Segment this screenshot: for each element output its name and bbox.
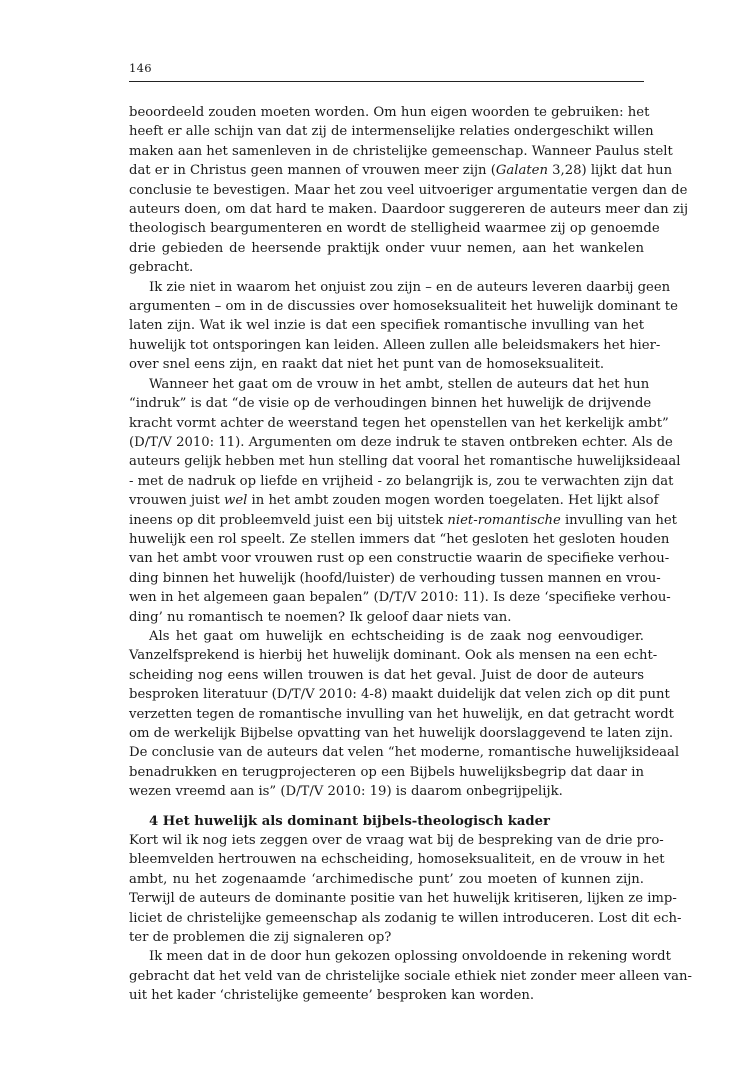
text-line: vrouwen juist wel in het ambt zouden mogen worden toegelaten. Het lijkt alsof	[129, 493, 659, 509]
text-line: scheiding nog eens willen trouwen is dat het geval. Juist de door de auteurs	[129, 667, 644, 683]
text-line: Ik zie niet in waarom het onjuist zou zijn – en de auteurs leveren daarbij geen	[149, 279, 671, 295]
page-number: 146	[129, 61, 152, 75]
text-line: Terwijl de auteurs de dominante positie van het huwelijk kritiseren, lijken ze imp-	[129, 891, 677, 907]
body-text	[129, 103, 692, 1006]
text-line: drie gebieden de heersende praktijk onder vuur nemen, aan het wankelen	[129, 240, 644, 256]
text-line: liciet de christelijke gemeenschap als zodanig te willen introduceren. Lost dit ech-	[129, 910, 682, 926]
text-line: De conclusie van de auteurs dat velen “het moderne, romantische huwelijksideaal	[129, 745, 680, 761]
text-line: - met de nadruk op liefde en vrijheid - zo belangrijk is, zou te verwachten zijn dat	[129, 473, 674, 489]
text-line: bleemvelden hertrouwen na echscheiding, homoseksualiteit, en de vrouw in het	[129, 852, 665, 868]
text-line: (D/T/V 2010: 11). Argumenten om deze indruk te staven ontbreken echter. Als de	[129, 434, 673, 450]
text-line: beoordeeld zouden moeten worden. Om hun eigen woorden te gebruiken: het	[129, 105, 650, 120]
text-line: huwelijk een rol speelt. Ze stellen immers dat “het gesloten het gesloten houden	[129, 531, 670, 547]
text-line: om de werkelijk Bijbelse opvatting van het huwelijk doorslaggevend te laten zijn.	[129, 726, 674, 741]
text-line: maken aan het samenleven in de christelijke gemeenschap. Wanneer Paulus stelt	[129, 143, 673, 159]
paragraph-2	[129, 278, 678, 375]
text-line: Ik meen dat in de door hun gekozen oplossing onvoldoende in rekening wordt	[149, 949, 671, 965]
text-line: kracht vormt achter de weerstand tegen het openstellen van het kerkelijk ambt”	[129, 415, 669, 431]
paragraph-3	[129, 375, 681, 627]
text-line: verzetten tegen de romantische invulling van het huwelijk, en dat getracht wordt	[129, 706, 674, 722]
text-line: dat er in Christus geen mannen of vrouwen meer zijn (Galaten 3,28) lijkt dat hun	[129, 163, 673, 179]
text-line: ineens op dit probleemveld juist een bij uitstek niet-romantische invulling van het	[129, 512, 677, 528]
text-line: “indruk” is dat “de visie op de verhoudingen binnen het huwelijk de drijvende	[129, 396, 652, 412]
text-line: uit het kader ‘christelijke gemeente’ besproken kan worden.	[129, 988, 535, 1004]
text-line: laten zijn. Wat ik wel inzie is dat een specifiek romantische invulling van het	[129, 318, 644, 334]
section-heading: 4 Het huwelijk als dominant bijbels-theologisch kader	[149, 813, 550, 829]
text-line: theologisch beargumenteren en wordt de stelligheid waarmee zij op genoemde	[129, 221, 660, 237]
text-line: over snel eens zijn, en raakt dat niet het punt van de homoseksualiteit.	[129, 357, 605, 373]
text-line: auteurs doen, om dat hard te maken. Daardoor suggereren de auteurs meer dan zij	[129, 202, 689, 218]
text-line: ter de problemen die zij signaleren op?	[129, 930, 392, 946]
text-line: Kort wil ik nog iets zeggen over de vraag wat bij de bespreking van de drie pro-	[129, 833, 664, 849]
text-line: Wanneer het gaat om de vrouw in het ambt, stellen de auteurs dat het hun	[149, 376, 650, 392]
text-line: auteurs gelijk hebben met hun stelling dat vooral het romantische huwelijksideaal	[129, 454, 681, 470]
text-line: besproken literatuur (D/T/V 2010: 4-8) maakt duidelijk dat velen zich op dit punt	[129, 687, 670, 703]
text-line: Vanzelfsprekend is hierbij het huwelijk dominant. Ook als mensen na een echt-	[129, 648, 658, 664]
paragraph-5	[129, 831, 682, 947]
text-line: ding binnen het huwelijk (hoofd/luister) de verhouding tussen mannen en vrou-	[129, 570, 661, 586]
text-line: gebracht.	[129, 260, 194, 276]
text-line: wezen vreemd aan is” (D/T/V 2010: 19) is daarom onbegrijpelijk.	[129, 784, 563, 800]
text-line: heeft er alle schijn van dat zij de intermenselijke relaties ondergeschikt willen	[129, 124, 654, 140]
text-line: ambt, nu het zogenaamde ‘archimedische punt’ zou moeten of kunnen zijn.	[129, 871, 644, 887]
text-line: van het ambt voor vrouwen rust op een constructie waarin de specifieke verhou-	[129, 551, 670, 567]
text-line: argumenten – om in de discussies over homoseksualiteit het huwelijk dominant te	[129, 299, 678, 315]
text-line: gebracht dat het veld van de christelijke sociale ethiek niet zonder meer alleen van-	[129, 968, 692, 984]
text-line: Als het gaat om huwelijk en echtscheiding is de zaak nog eenvoudiger.	[149, 628, 644, 644]
paragraph-1	[129, 103, 689, 278]
text-line: conclusie te bevestigen. Maar het zou veel uitvoeriger argumentatie vergen dan de	[129, 182, 688, 198]
text-line: huwelijk tot ontsporingen kan leiden. Alleen zullen alle beleidsmakers het hier-	[129, 337, 661, 353]
paragraph-6	[129, 947, 692, 1005]
header-rule	[129, 81, 644, 82]
text-line: benadrukken en terugprojecteren op een Bijbels huwelijksbegrip dat daar in	[129, 764, 644, 780]
text-line: wen in het algemeen gaan bepalen” (D/T/V 2010: 11). Is deze ‘specifieke verhou-	[129, 590, 671, 606]
text-line: ding’ nu romantisch te noemen? Ik geloof daar niets van.	[129, 609, 512, 625]
paragraph-4	[129, 627, 680, 802]
